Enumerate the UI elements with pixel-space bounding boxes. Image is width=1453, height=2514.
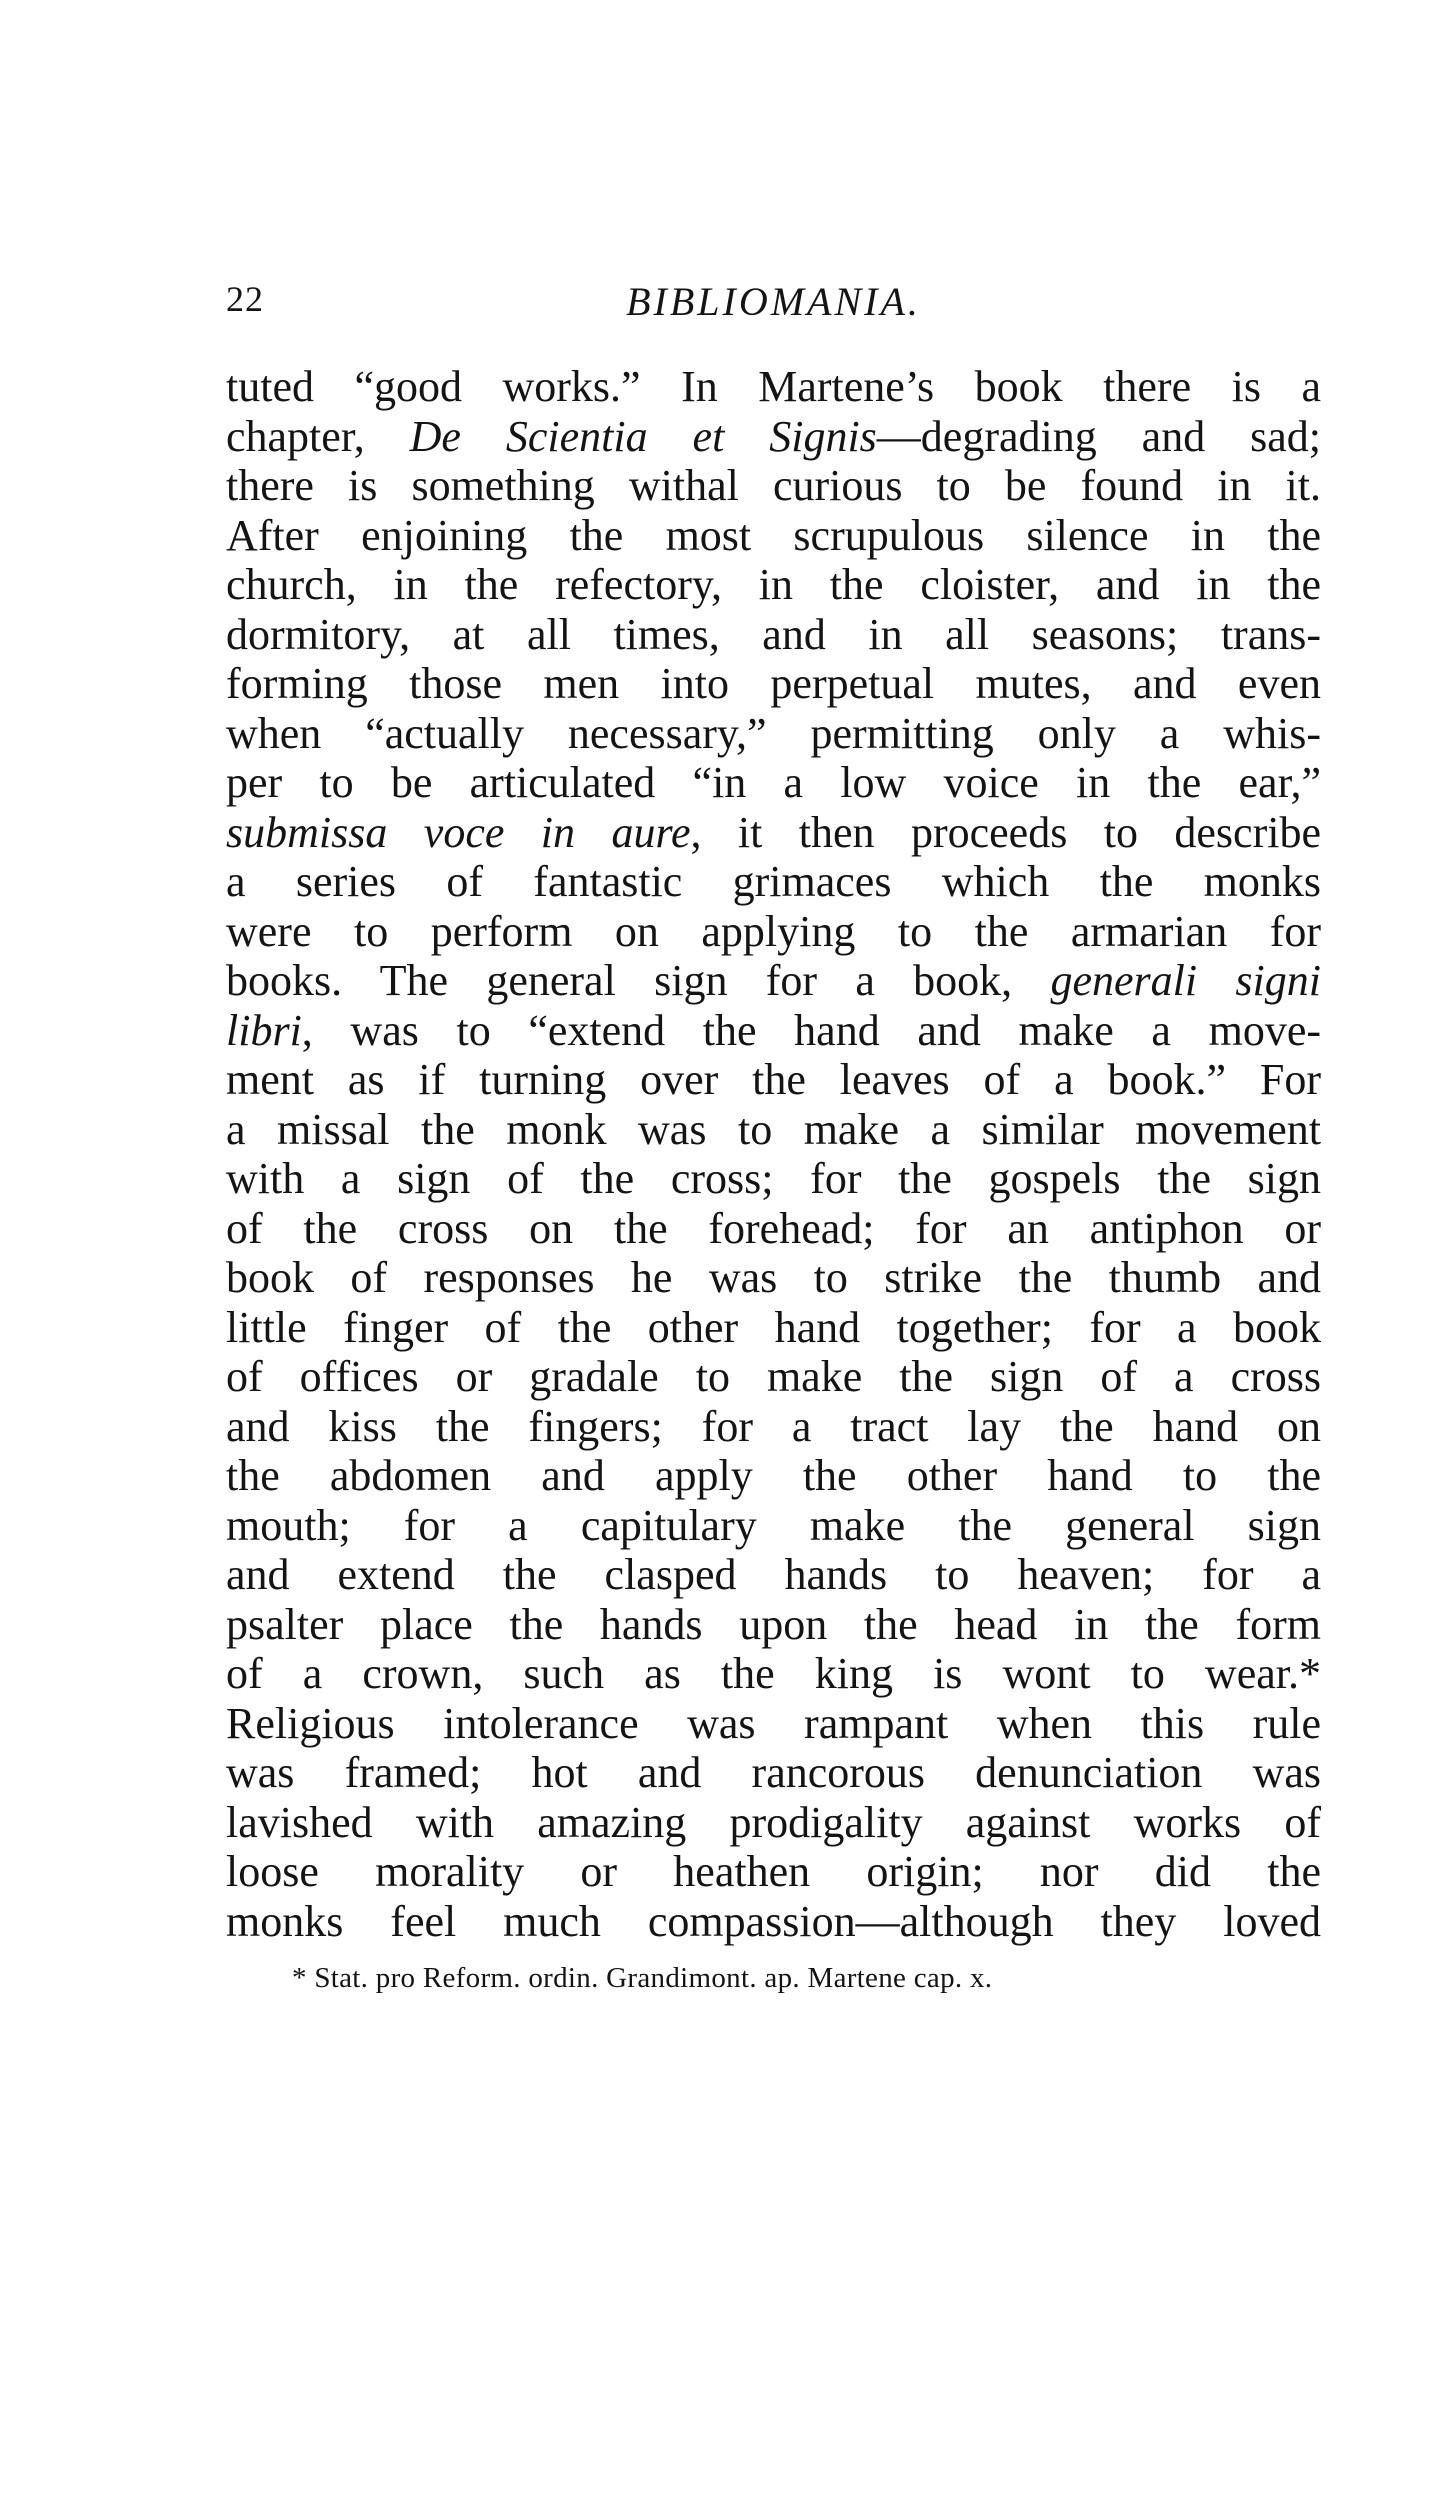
text-run: chapter,: [226, 411, 410, 461]
footnote: * Stat. pro Reform. ordin. Grandimont. ap. Martene cap. x.: [292, 1962, 993, 1994]
text-line: [226, 1303, 1321, 1353]
text-run: per to be articulated “in a low voice in the ear,”: [226, 758, 1321, 807]
italic-phrase: libri: [226, 1005, 302, 1055]
text-line: [226, 412, 1321, 462]
text-line: [226, 560, 1321, 610]
text-line: [226, 461, 1321, 511]
text-run: little finger of the other hand together; for a book: [226, 1302, 1321, 1352]
text-line: [226, 610, 1321, 660]
text-run: lavished with amazing prodigality against works of: [226, 1797, 1321, 1847]
text-line: [226, 362, 1321, 412]
text-line: [226, 956, 1321, 1006]
text-run: —degrading and sad;: [876, 411, 1321, 461]
text-run: loose morality or heathen origin; nor did the: [226, 1847, 1321, 1896]
text-run: the abdomen and apply the other hand to the: [226, 1451, 1321, 1500]
running-head: [226, 278, 1321, 338]
text-run: ment as if turning over the leaves of a book.” For: [226, 1055, 1321, 1104]
text-run: book of responses he was to strike the thumb and: [226, 1253, 1321, 1302]
text-run: forming those men into perpetual mutes, and even: [226, 659, 1321, 708]
text-line: [226, 1847, 1321, 1897]
text-line: [226, 808, 1321, 858]
italic-phrase: submissa voce in aure: [226, 807, 691, 857]
text-line: [226, 1451, 1321, 1501]
text-run: monks feel much compassion—although they loved: [226, 1896, 1321, 1946]
page-number: 22: [226, 279, 264, 319]
italic-phrase: De Scientia et Signis: [409, 411, 877, 461]
text-line: [226, 1055, 1321, 1105]
text-line: [226, 1105, 1321, 1155]
text-run: of offices or gradale to make the sign of a cross: [226, 1352, 1321, 1401]
text-line: [226, 1154, 1321, 1204]
text-run: were to perform on applying to the armarian for: [226, 906, 1321, 956]
text-line: [226, 1748, 1321, 1798]
italic-phrase: generali signi: [1050, 956, 1321, 1005]
text-run: was framed; hot and rancorous denunciation was: [226, 1748, 1321, 1797]
text-line: [226, 659, 1321, 709]
text-line: [226, 758, 1321, 808]
text-run: there is something withal curious to be found in it.: [226, 461, 1321, 510]
running-title: BIBLIOMANIA.: [626, 279, 921, 324]
text-line: [226, 1550, 1321, 1600]
text-run: of the cross on the forehead; for an antiphon or: [226, 1203, 1321, 1253]
text-line: [226, 1649, 1321, 1699]
text-run: After enjoining the most scrupulous silence in the: [226, 510, 1321, 560]
text-line: [226, 1699, 1321, 1749]
text-run: a series of fantastic grimaces which the monks: [226, 857, 1321, 906]
text-run: church, in the refectory, in the cloister, and in the: [226, 560, 1321, 609]
text-line: [226, 1402, 1321, 1452]
text-run: and extend the clasped hands to heaven; for a: [226, 1550, 1321, 1599]
text-line: [226, 857, 1321, 907]
text-line: [226, 709, 1321, 759]
text-run: books. The general sign for a book,: [226, 956, 1051, 1005]
text-line: [226, 1798, 1321, 1848]
text-line: [226, 1006, 1321, 1056]
text-line: [226, 1204, 1321, 1254]
text-line: [226, 511, 1321, 561]
text-run: a missal the monk was to make a similar movement: [226, 1104, 1321, 1154]
text-run: of a crown, such as the king is wont to wear.*: [226, 1649, 1321, 1698]
text-line: [226, 1253, 1321, 1303]
text-run: psalter place the hands upon the head in the form: [226, 1599, 1321, 1649]
text-run: when “actually necessary,” permitting only a whis-: [226, 708, 1321, 758]
text-line: [226, 907, 1321, 957]
text-run: with a sign of the cross; for the gospels the sign: [226, 1154, 1321, 1203]
text-run: , it then proceeds to describe: [690, 807, 1321, 857]
text-line: [226, 1352, 1321, 1402]
text-run: dormitory, at all times, and in all seasons; trans-: [226, 609, 1321, 659]
text-run: mouth; for a capitulary make the general sign: [226, 1500, 1321, 1550]
text-line: [226, 1600, 1321, 1650]
text-run: and kiss the fingers; for a tract lay the hand on: [226, 1401, 1321, 1451]
text-run: , was to “extend the hand and make a move-: [301, 1005, 1321, 1055]
text-line: [226, 1501, 1321, 1551]
body-text: [226, 362, 1321, 1946]
text-run: Religious intolerance was rampant when this rule: [226, 1698, 1321, 1748]
text-line: [226, 1897, 1321, 1947]
text-run: tuted “good works.” In Martene’s book there is a: [226, 362, 1321, 411]
